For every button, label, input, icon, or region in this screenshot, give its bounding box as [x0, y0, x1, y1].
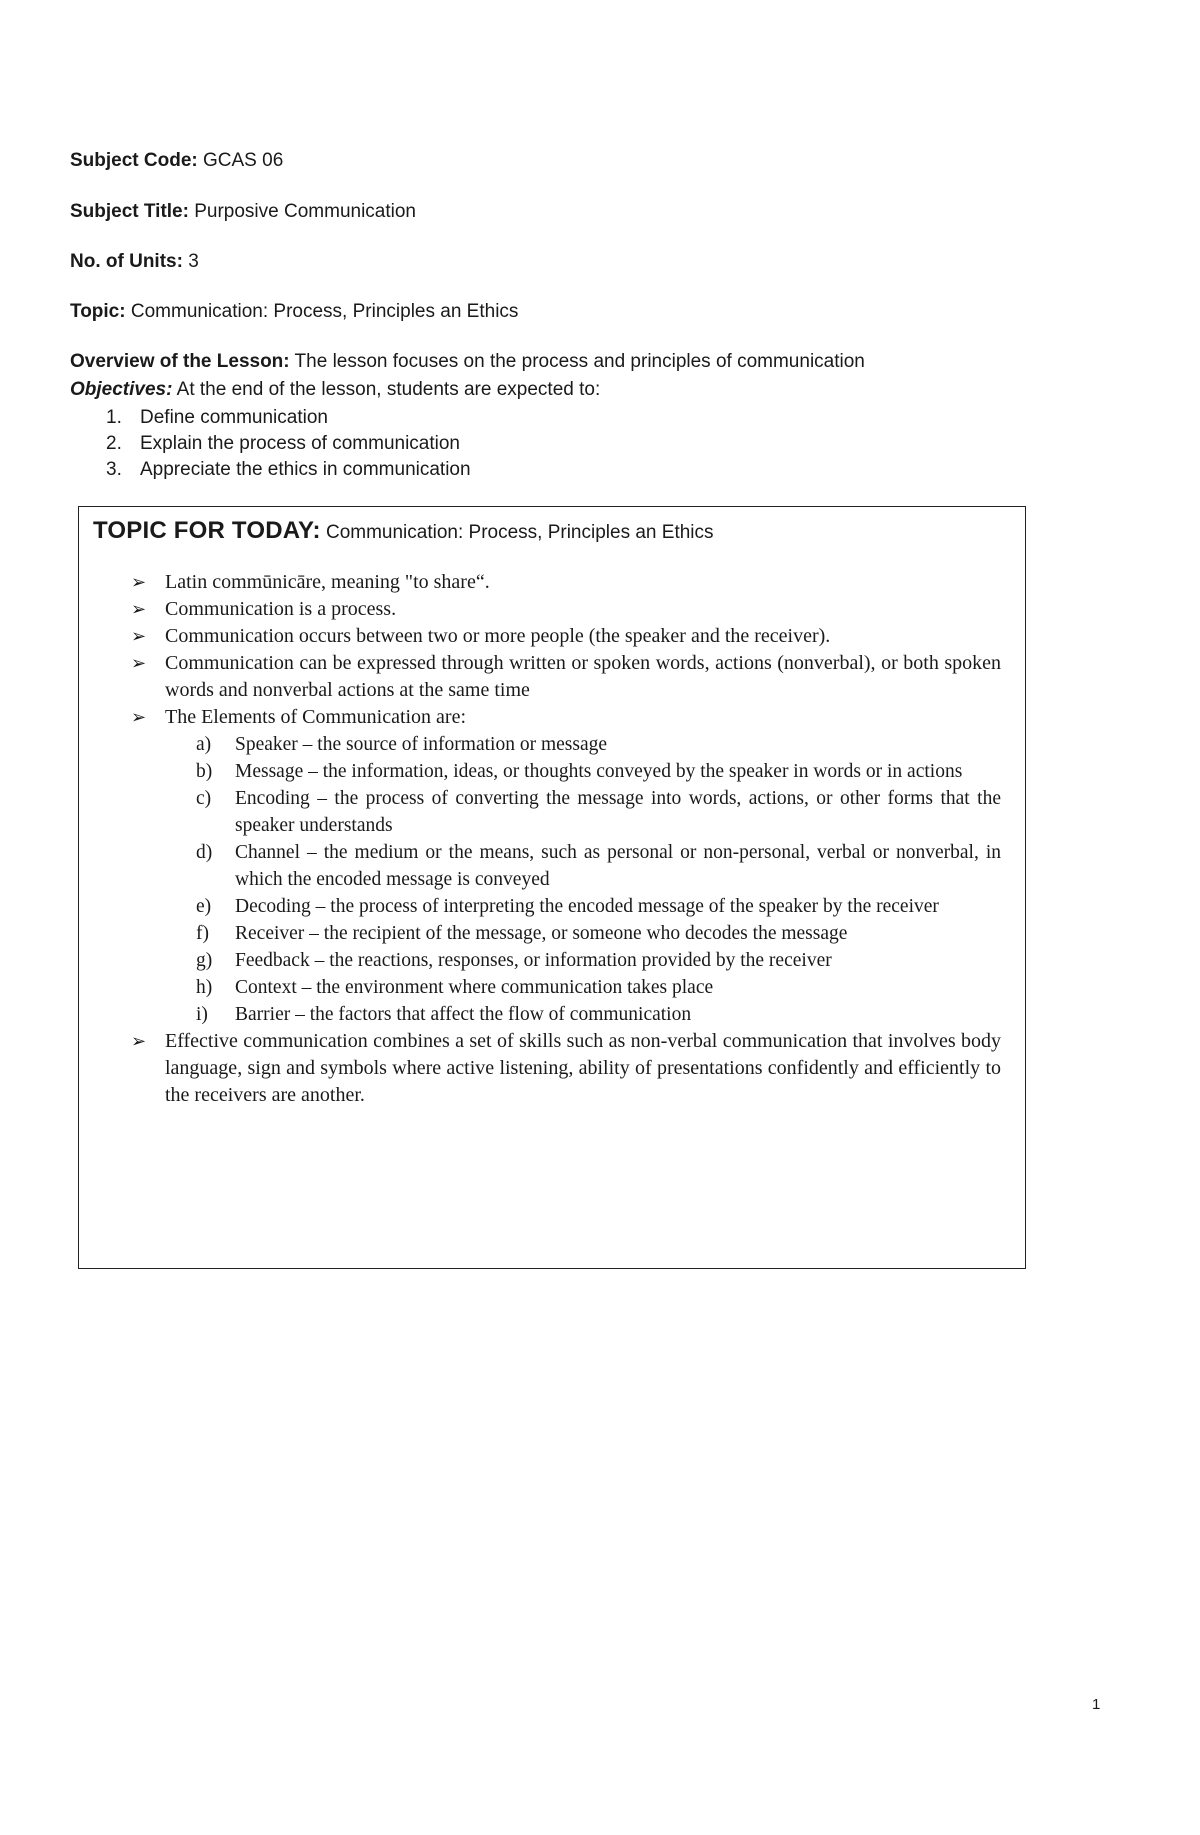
units-label: No. of Units:: [70, 251, 183, 272]
element-letter: b): [196, 761, 213, 782]
bullet-text: The Elements of Communication are:: [165, 706, 467, 728]
element-text: Speaker – the source of information or message: [235, 734, 608, 755]
objectives-label: Objectives:: [70, 379, 173, 400]
bullet-text: Communication can be expressed through written or spoken words, actions (nonverbal), or both spoken words and nonverbal actions at the same time: [165, 652, 1001, 701]
arrowhead-bullet-icon: ➢: [131, 1031, 147, 1051]
arrowhead-bullet-icon: ➢: [131, 707, 147, 727]
objectives-line: [70, 378, 600, 402]
objective-number: 1.: [106, 407, 122, 428]
arrowhead-bullet-icon: ➢: [131, 572, 147, 592]
elements-list: [165, 731, 1001, 1028]
element-letter: i): [196, 1004, 208, 1025]
bullet-text: Effective communication combines a set of skills such as non-verbal communication that involves body language, sign and symbols where active listening, ability of presentations confidently and efficiently to the receivers are another.: [165, 1030, 1001, 1106]
objective-text: Explain the process of communication: [140, 433, 460, 454]
element-item: [165, 1001, 1001, 1028]
subject-code-value: GCAS 06: [197, 150, 284, 171]
element-letter: e): [196, 896, 212, 917]
element-item: [165, 893, 1001, 920]
objectives-list: [70, 405, 471, 483]
arrowhead-bullet-icon: ➢: [131, 626, 147, 646]
bullet-item: [131, 1028, 1001, 1109]
topic-label: Topic:: [70, 301, 126, 322]
arrowhead-bullet-icon: ➢: [131, 653, 147, 673]
element-letter: h): [196, 977, 213, 998]
page-number: 1: [1092, 1696, 1101, 1713]
arrowhead-bullet-icon: ➢: [131, 599, 147, 619]
element-item: [165, 731, 1001, 758]
subject-code-line: [70, 149, 283, 173]
subject-title-line: [70, 200, 416, 224]
objective-number: 2.: [106, 433, 122, 454]
element-item: [165, 785, 1001, 839]
element-letter: g): [196, 950, 213, 971]
element-letter: f): [196, 923, 209, 944]
topic-box-label: TOPIC FOR TODAY:: [93, 517, 321, 544]
objective-number: 3.: [106, 459, 122, 480]
units-value: 3: [182, 251, 199, 272]
objectives-value: At the end of the lesson, students are expected to:: [172, 379, 601, 400]
element-item: [165, 839, 1001, 893]
element-text: Encoding – the process of converting the message into words, actions, or other forms that the speaker understands: [235, 788, 1001, 836]
topic-box-value: Communication: Process, Principles an Ethics: [320, 522, 714, 543]
topic-value: Communication: Process, Principles an Ethics: [125, 301, 519, 322]
objective-item: [70, 405, 471, 431]
bullet-item: [131, 596, 1001, 623]
objective-text: Appreciate the ethics in communication: [140, 459, 471, 480]
overview-line: [70, 350, 865, 374]
bullet-text: Communication occurs between two or more people (the speaker and the receiver).: [165, 625, 831, 647]
element-letter: c): [196, 788, 212, 809]
bullet-text: Latin commūnicāre, meaning "to share“.: [165, 571, 490, 593]
objective-item: [70, 457, 471, 483]
element-text: Message – the information, ideas, or thoughts conveyed by the speaker in words or in actions: [235, 761, 963, 782]
element-item: [165, 758, 1001, 785]
element-text: Context – the environment where communication takes place: [235, 977, 714, 998]
element-text: Barrier – the factors that affect the flow of communication: [235, 1004, 692, 1025]
objective-text: Define communication: [140, 407, 328, 428]
bullet-item: [131, 569, 1001, 596]
element-text: Feedback – the reactions, responses, or information provided by the receiver: [235, 950, 832, 971]
element-item: [165, 920, 1001, 947]
subject-title-value: Purposive Communication: [188, 201, 416, 222]
units-line: [70, 250, 199, 274]
element-letter: d): [196, 842, 213, 863]
topic-box-title: [93, 517, 714, 545]
element-item: [165, 947, 1001, 974]
overview-label: Overview of the Lesson:: [70, 351, 290, 372]
topic-line: [70, 300, 518, 324]
bullet-item: [131, 704, 1001, 1028]
subject-title-label: Subject Title:: [70, 201, 189, 222]
element-text: Channel – the medium or the means, such as personal or non-personal, verbal or nonverbal, in which the encoded message is conveyed: [235, 842, 1001, 890]
topic-box: [78, 506, 1026, 1269]
topic-bullets: [131, 569, 1001, 1109]
subject-code-label: Subject Code:: [70, 150, 198, 171]
element-letter: a): [196, 734, 212, 755]
element-item: [165, 974, 1001, 1001]
bullet-text: Communication is a process.: [165, 598, 397, 620]
bullet-item: [131, 650, 1001, 704]
objective-item: [70, 431, 471, 457]
bullet-item: [131, 623, 1001, 650]
element-text: Receiver – the recipient of the message, or someone who decodes the message: [235, 923, 848, 944]
overview-value: The lesson focuses on the process and principles of communication: [289, 351, 865, 372]
element-text: Decoding – the process of interpreting the encoded message of the speaker by the receiver: [235, 896, 939, 917]
